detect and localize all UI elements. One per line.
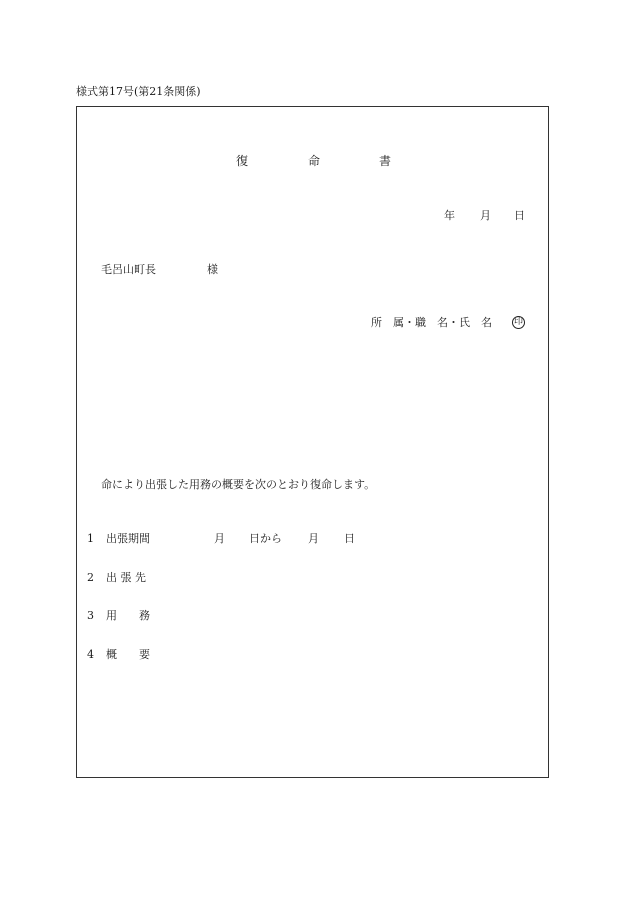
period-month-start: 月	[214, 532, 225, 545]
honorific: 様	[207, 263, 218, 276]
item-number: 1	[87, 532, 94, 545]
title-char-1: 復	[236, 154, 249, 168]
title-char-2: 命	[308, 154, 321, 168]
item-number: 4	[87, 648, 94, 661]
item-label-destination: 出 張 先	[106, 571, 146, 584]
item-label-summary: 概 要	[106, 648, 150, 661]
date-year: 年	[444, 209, 455, 222]
date-month: 月	[480, 209, 491, 222]
signer-line: 所 属・職 名・氏 名	[371, 316, 492, 329]
period-month-end: 月	[308, 532, 319, 545]
item-label-business: 用 務	[106, 609, 150, 622]
intro-sentence: 命により出張した用務の概要を次のとおり復命します。	[101, 478, 376, 491]
item-label-trip-period: 出張期間	[106, 532, 150, 545]
period-day-from: 日から	[249, 532, 282, 545]
period-day-end: 日	[344, 532, 355, 545]
report-form-frame	[76, 106, 549, 778]
date-day: 日	[514, 209, 525, 222]
item-number: 2	[87, 571, 94, 584]
addressee: 毛呂山町長	[101, 263, 156, 276]
seal-mark-icon: 印	[513, 317, 523, 327]
item-number: 3	[87, 609, 94, 622]
form-number-label: 様式第17号(第21条関係)	[76, 85, 201, 98]
title-char-3: 書	[379, 154, 392, 168]
